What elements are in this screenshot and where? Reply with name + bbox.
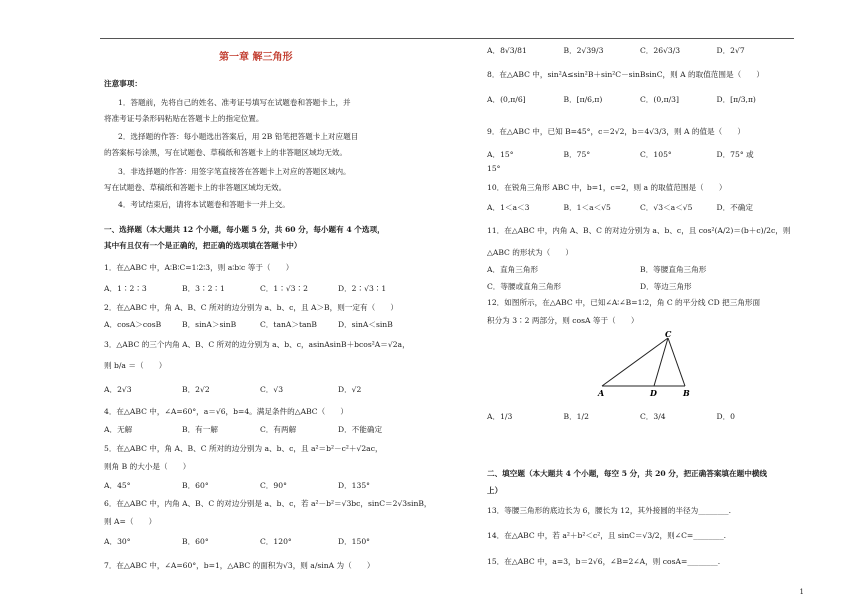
question-6-options	[104, 537, 416, 546]
option-b: B．有一解	[182, 425, 218, 434]
option-c: C．√3＜a＜√5	[640, 203, 693, 212]
option-b: B．1/2	[563, 412, 589, 421]
option-a: A．直角三角形	[487, 265, 539, 274]
page-number: 1	[799, 588, 804, 597]
question-9-stem: 9．在△ABC 中，已知 B=45°，c＝2√2，b＝4√3/3，则 A 的值是（ ）	[487, 127, 746, 136]
option-d: D．[π/3,π)	[716, 95, 756, 104]
option-c: C．90°	[260, 481, 287, 490]
option-c: C．105°	[640, 150, 672, 159]
option-c: C．√3	[260, 385, 284, 394]
label-b: B	[683, 388, 690, 398]
page-title: 第一章 解三角形	[219, 52, 293, 63]
question-1-stem: 1．在△ABC 中，A∶B∶C=1∶2∶3，则 a∶b∶c 等于（ ）	[104, 263, 294, 272]
option-a: A．无解	[104, 425, 133, 434]
option-d: D．不能确定	[338, 425, 383, 434]
question-9-options	[487, 150, 793, 159]
question-3-stem: 3．△ABC 的三个内角 A、B、C 所对的边分别为 a、b、c，asinAsinB＋bcos²A＝√2a，	[104, 340, 410, 349]
question-2-options	[104, 320, 416, 329]
notice-line: 将准考证号条形码粘贴在答题卡上的指定位置。	[104, 114, 264, 123]
question-8-stem: 8．在△ABC 中，sin²A≤sin²B＋sin²C－sinBsinC，则 A 的取值范围是（ ）	[487, 70, 764, 79]
option-d: D．0	[716, 412, 736, 421]
label-c: C	[665, 330, 672, 339]
question-13: 13．等腰三角形的底边长为 6，腰长为 12，其外接圆的半径为________.	[487, 506, 732, 515]
option-a: A．1∶2∶3	[104, 284, 147, 293]
question-12-stem: 12．如图所示，在△ABC 中，已知∠A∶∠B=1∶2，角 C 的平分线 CD 把三角形面	[487, 298, 761, 307]
question-5-stem-cont: 则角 B 的大小是（ ）	[104, 462, 191, 471]
option-d: D．150°	[338, 537, 370, 546]
option-a: A．15°	[487, 150, 514, 159]
question-8-options	[487, 95, 793, 104]
option-d: D．sinA＜sinB	[338, 320, 393, 329]
question-9-option-d-cont: 15°	[487, 164, 501, 173]
option-b: B．2√2	[182, 385, 210, 394]
option-d: D．135°	[338, 481, 370, 490]
option-d: D．√2	[338, 385, 362, 394]
option-d: D．75° 或	[716, 150, 754, 159]
question-3-stem-cont: 则 b/a ＝（ ）	[104, 361, 167, 370]
question-14: 14．在△ABC 中，若 a²＋b²＜c²，且 sinC＝√3/2，则∠C=________.	[487, 531, 727, 540]
header-rule	[100, 38, 794, 39]
option-a: A．2√3	[104, 385, 132, 394]
option-a: A．1/3	[487, 412, 513, 421]
side-ac	[602, 338, 668, 386]
option-b: B．75°	[563, 150, 591, 159]
notice-line: 2．选择题的作答：每小题选出答案后，用 2B 铅笔把答题卡上对应题目	[118, 132, 359, 141]
option-b: B．等腰直角三角形	[640, 265, 707, 274]
option-c: C．120°	[260, 537, 292, 546]
question-11-stem: 11．在△ABC 中，内角 A、B、C 的对边分别为 a、b、c，且 cos²(A/2)＝(b＋c)/2c，则	[487, 226, 791, 235]
question-4-options	[104, 425, 416, 434]
option-b: B．2√39/3	[563, 46, 604, 55]
question-5-options	[104, 481, 416, 490]
question-7-options	[487, 46, 793, 55]
section1-heading-cont: 其中有且仅有一个是正确的，把正确的选项填在答题卡中）	[104, 241, 302, 250]
option-a: A．30°	[104, 537, 131, 546]
option-a: A．cosA＞cosB	[104, 320, 162, 329]
question-7-stem: 7．在△ABC 中，∠A=60°，b=1，△ABC 的面积为√3，则 a/sinA 为（ ）	[104, 561, 375, 570]
notice-line: 3．非选择题的作答：用签字笔直接答在答题卡上对应的答题区域内。	[118, 167, 351, 176]
option-b: B．60°	[182, 481, 209, 490]
option-b: B．3∶2∶1	[182, 284, 225, 293]
option-a: A．1＜a＜3	[487, 203, 530, 212]
option-d: D．2∶√3∶1	[338, 284, 387, 293]
bisector-cd	[654, 338, 668, 386]
option-d: D．等边三角形	[640, 282, 692, 291]
option-a: A．45°	[104, 481, 131, 490]
side-cb	[668, 338, 685, 386]
notice-line: 写在试题卷、草稿纸和答题卡上的非答题区域均无效。	[104, 183, 287, 192]
question-5-stem: 5．在△ABC 中，角 A、B、C 所对的边分别为 a、b、c，且 a²＝b²－c²＋√2ac，	[104, 444, 383, 453]
notice-line: 4．考试结束后，请将本试题卷和答题卡一并上交。	[118, 200, 290, 209]
option-b: B．[π/6,π)	[563, 95, 603, 104]
option-d: D．2√7	[716, 46, 745, 55]
option-d: D．不确定	[716, 203, 753, 212]
option-c: C．26√3/3	[640, 46, 681, 55]
question-4-stem: 4．在△ABC 中，∠A=60°，a＝√6，b=4。满足条件的△ABC（ ）	[104, 407, 348, 416]
option-c: C．1∶√3∶2	[260, 284, 308, 293]
question-6-stem-cont: 则 A=（ ）	[104, 517, 157, 526]
section2-heading: 二、填空题（本大题共 4 个小题，每空 5 分，共 20 分，把正确答案填在题中横线	[487, 469, 767, 478]
question-1-options	[104, 284, 416, 293]
option-b: B．60°	[182, 537, 209, 546]
question-15: 15．在△ABC 中，a=3，b＝2√6，∠B=2∠A，则 cosA=________.	[487, 557, 721, 566]
question-3-options	[104, 385, 416, 394]
question-10-options	[487, 203, 793, 212]
triangle-figure	[592, 330, 702, 400]
notice-line: 的答案标号涂黑，写在试题卷、草稿纸和答题卡上的非答题区域均无效。	[104, 148, 347, 157]
option-c: C．tanA＞tanB	[260, 320, 318, 329]
option-b: B．sinA＞sinB	[182, 320, 237, 329]
question-11-options-row2	[487, 282, 793, 291]
notice-heading: 注意事项：	[104, 79, 142, 88]
section1-heading: 一、选择题（本大题共 12 个小题，每小题 5 分，共 60 分，每小题有 4 个选项，	[104, 225, 385, 234]
question-12-stem-cont: 积分为 3∶2 两部分，则 cosA 等于（ ）	[487, 316, 639, 325]
option-b: B．1＜a＜√5	[563, 203, 611, 212]
option-c: C．等腰或直角三角形	[487, 282, 562, 291]
option-c: C．有两解	[260, 425, 297, 434]
option-a: A．(0,π/6]	[487, 95, 526, 104]
question-2-stem: 2．在△ABC 中，角 A、B、C 所对的边分别为 a、b、c，且 A＞B，则一定有（ ）	[104, 303, 398, 312]
option-c: C．(0,π/3]	[640, 95, 679, 104]
question-6-stem: 6．在△ABC 中，内角 A、B、C 的对边分别是 a、b、c，若 a²－b²＝√3bc，sinC＝2√3sinB，	[104, 499, 432, 508]
question-11-stem-cont: △ABC 的形状为（ ）	[487, 248, 574, 257]
question-11-options-row1	[487, 265, 793, 274]
option-c: C．3/4	[640, 412, 666, 421]
notice-line: 1．答题前，先将自己的姓名、准考证号填写在试题卷和答题卡上，并	[118, 98, 351, 107]
question-12-options	[487, 412, 793, 421]
section2-heading-cont: 上）	[487, 486, 503, 495]
label-a: A	[598, 388, 605, 398]
question-10-stem: 10．在锐角三角形 ABC 中，b=1，c=2，则 a 的取值范围是（ ）	[487, 183, 727, 192]
option-a: A．8√3/81	[487, 46, 527, 55]
label-d: D	[650, 388, 657, 398]
